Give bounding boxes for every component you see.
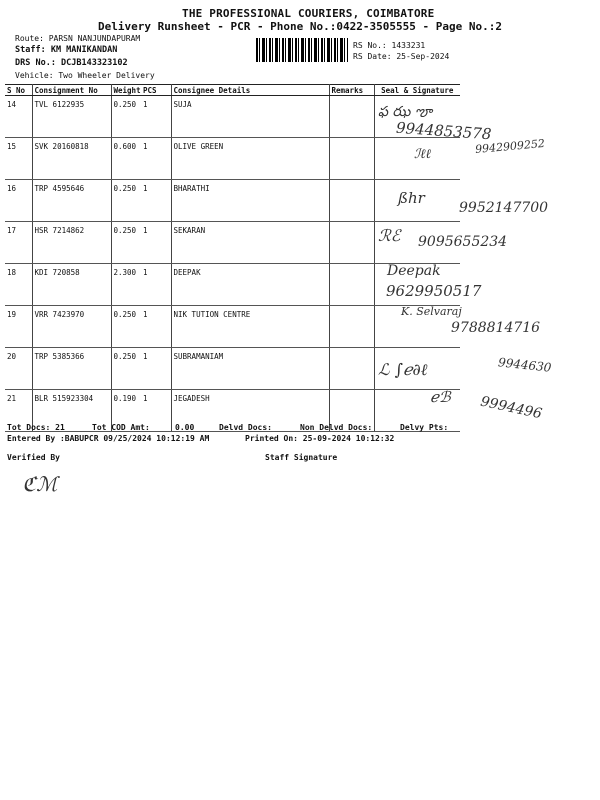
handwritten-signature: ℐℓℓ: [414, 147, 431, 162]
cell-consignment: TRP 4595646: [32, 180, 111, 222]
col-consignee: Consignee Details: [171, 85, 329, 96]
cell-consignee: SUJA: [171, 96, 329, 138]
cell-pcs: 1: [141, 222, 171, 264]
cell-sno: 18: [5, 264, 32, 306]
cell-sno: 16: [5, 180, 32, 222]
cell-pcs: 1: [141, 390, 171, 432]
col-consignment: Consignment No: [32, 85, 111, 96]
total-docs: Tot Docs: 21: [7, 423, 65, 432]
table-row: [5, 138, 460, 180]
cell-consignment: SVK 20160818: [32, 138, 111, 180]
cell-consignee: SEKARAN: [171, 222, 329, 264]
rs-date: RS Date: 25-Sep-2024: [353, 52, 450, 61]
cell-pcs: 1: [141, 264, 171, 306]
handwritten-phone: 9629950517: [386, 282, 482, 300]
cell-remarks: [329, 348, 374, 390]
col-weight: Weight: [111, 85, 141, 96]
cell-sno: 14: [5, 96, 32, 138]
cell-consignee: JEGADESH: [171, 390, 329, 432]
cell-remarks: [329, 180, 374, 222]
verified-by-label: Verified By: [7, 453, 60, 462]
runsheet-subtitle: Delivery Runsheet - PCR - Phone No.:0422-3505555 - Page No.:2: [98, 20, 502, 33]
cell-consignee: SUBRAMANIAM: [171, 348, 329, 390]
handwritten-phone: 9942909252: [474, 136, 546, 157]
rs-number: RS No.: 1433231: [353, 41, 426, 50]
non-delivered-docs-label: Non Delvd Docs:: [300, 423, 373, 432]
vehicle-label: Vehicle: Two Wheeler Delivery: [15, 71, 155, 80]
table-row: [5, 306, 460, 348]
cell-sno: 20: [5, 348, 32, 390]
cell-sno: 15: [5, 138, 32, 180]
cell-pcs: 1: [141, 180, 171, 222]
cell-sno: 17: [5, 222, 32, 264]
cell-pcs: 1: [141, 348, 171, 390]
handwritten-signature: ℛℰ: [378, 226, 401, 245]
col-signature: Seal & Signature: [374, 85, 460, 96]
handwritten-signature: ఫ ఝ ౡ: [378, 104, 433, 120]
cell-consignee: NIK TUTION CENTRE: [171, 306, 329, 348]
handwritten-name: K. Selvaraj: [401, 305, 462, 318]
cell-weight: 0.600: [111, 138, 141, 180]
handwritten-phone: 9944853578: [395, 118, 492, 144]
total-cod-label: Tot COD Amt:: [92, 423, 150, 432]
cell-consignee: BHARATHI: [171, 180, 329, 222]
delivered-docs-label: Delvd Docs:: [219, 423, 272, 432]
route-label: Route: PARSN NANJUNDAPURAM: [15, 34, 141, 43]
entered-by: Entered By :BABUPCR 09/25/2024 10:12:19 AM: [7, 434, 210, 443]
cell-weight: 0.250: [111, 222, 141, 264]
cell-weight: 0.190: [111, 390, 141, 432]
cell-sno: 21: [5, 390, 32, 432]
staff-signature-label: Staff Signature: [265, 453, 338, 462]
cell-weight: 2.300: [111, 264, 141, 306]
cell-weight: 0.250: [111, 306, 141, 348]
cell-pcs: 1: [141, 306, 171, 348]
cell-consignment: BLR 515923304: [32, 390, 111, 432]
col-sno: S No: [5, 85, 32, 96]
cell-consignment: HSR 7214862: [32, 222, 111, 264]
handwritten-signature: ℯℬ: [430, 388, 451, 406]
handwritten-phone: 9944630: [497, 355, 553, 375]
cell-pcs: 1: [141, 96, 171, 138]
handwritten-signature: ßhr: [398, 189, 425, 207]
cell-remarks: [329, 306, 374, 348]
total-cod-amount: 0.00: [175, 423, 195, 432]
table-row: [5, 180, 460, 222]
company-title: THE PROFESSIONAL COURIERS, COIMBATORE: [182, 7, 435, 20]
handwritten-phone: 9952147700: [459, 200, 549, 216]
cell-consignment: KDI 720858: [32, 264, 111, 306]
staff-label: Staff: KM MANIKANDAN: [15, 45, 118, 55]
verifier-signature: ℭℳ: [22, 472, 58, 496]
handwritten-signature: ℒ ∫ℯ∂ℓ: [378, 360, 428, 379]
cell-remarks: [329, 138, 374, 180]
cell-pcs: 1: [141, 138, 171, 180]
col-pcs: PCS: [141, 85, 171, 96]
cell-sno: 19: [5, 306, 32, 348]
cell-consignment: VRR 7423970: [32, 306, 111, 348]
barcode-image: [256, 38, 348, 62]
cell-remarks: [329, 222, 374, 264]
handwritten-name: Deepak: [387, 263, 441, 279]
cell-consignment: TVL 6122935: [32, 96, 111, 138]
handwritten-phone: 9095655234: [418, 234, 508, 250]
cell-remarks: [329, 264, 374, 306]
cell-consignee: OLIVE GREEN: [171, 138, 329, 180]
cell-consignment: TRP 5385366: [32, 348, 111, 390]
cell-weight: 0.250: [111, 180, 141, 222]
cell-weight: 0.250: [111, 96, 141, 138]
cell-weight: 0.250: [111, 348, 141, 390]
col-remarks: Remarks: [329, 85, 374, 96]
cell-remarks: [329, 96, 374, 138]
printed-on: Printed On: 25-09-2024 10:12:32: [245, 434, 395, 443]
delivery-points-label: Delvy Pts:: [400, 423, 449, 432]
cell-consignee: DEEPAK: [171, 264, 329, 306]
handwritten-phone: 9788814716: [451, 320, 541, 336]
handwritten-phone: 9994496: [479, 393, 544, 423]
table-header-row: [5, 85, 460, 96]
drs-number: DRS No.: DCJB143323102: [15, 58, 128, 68]
